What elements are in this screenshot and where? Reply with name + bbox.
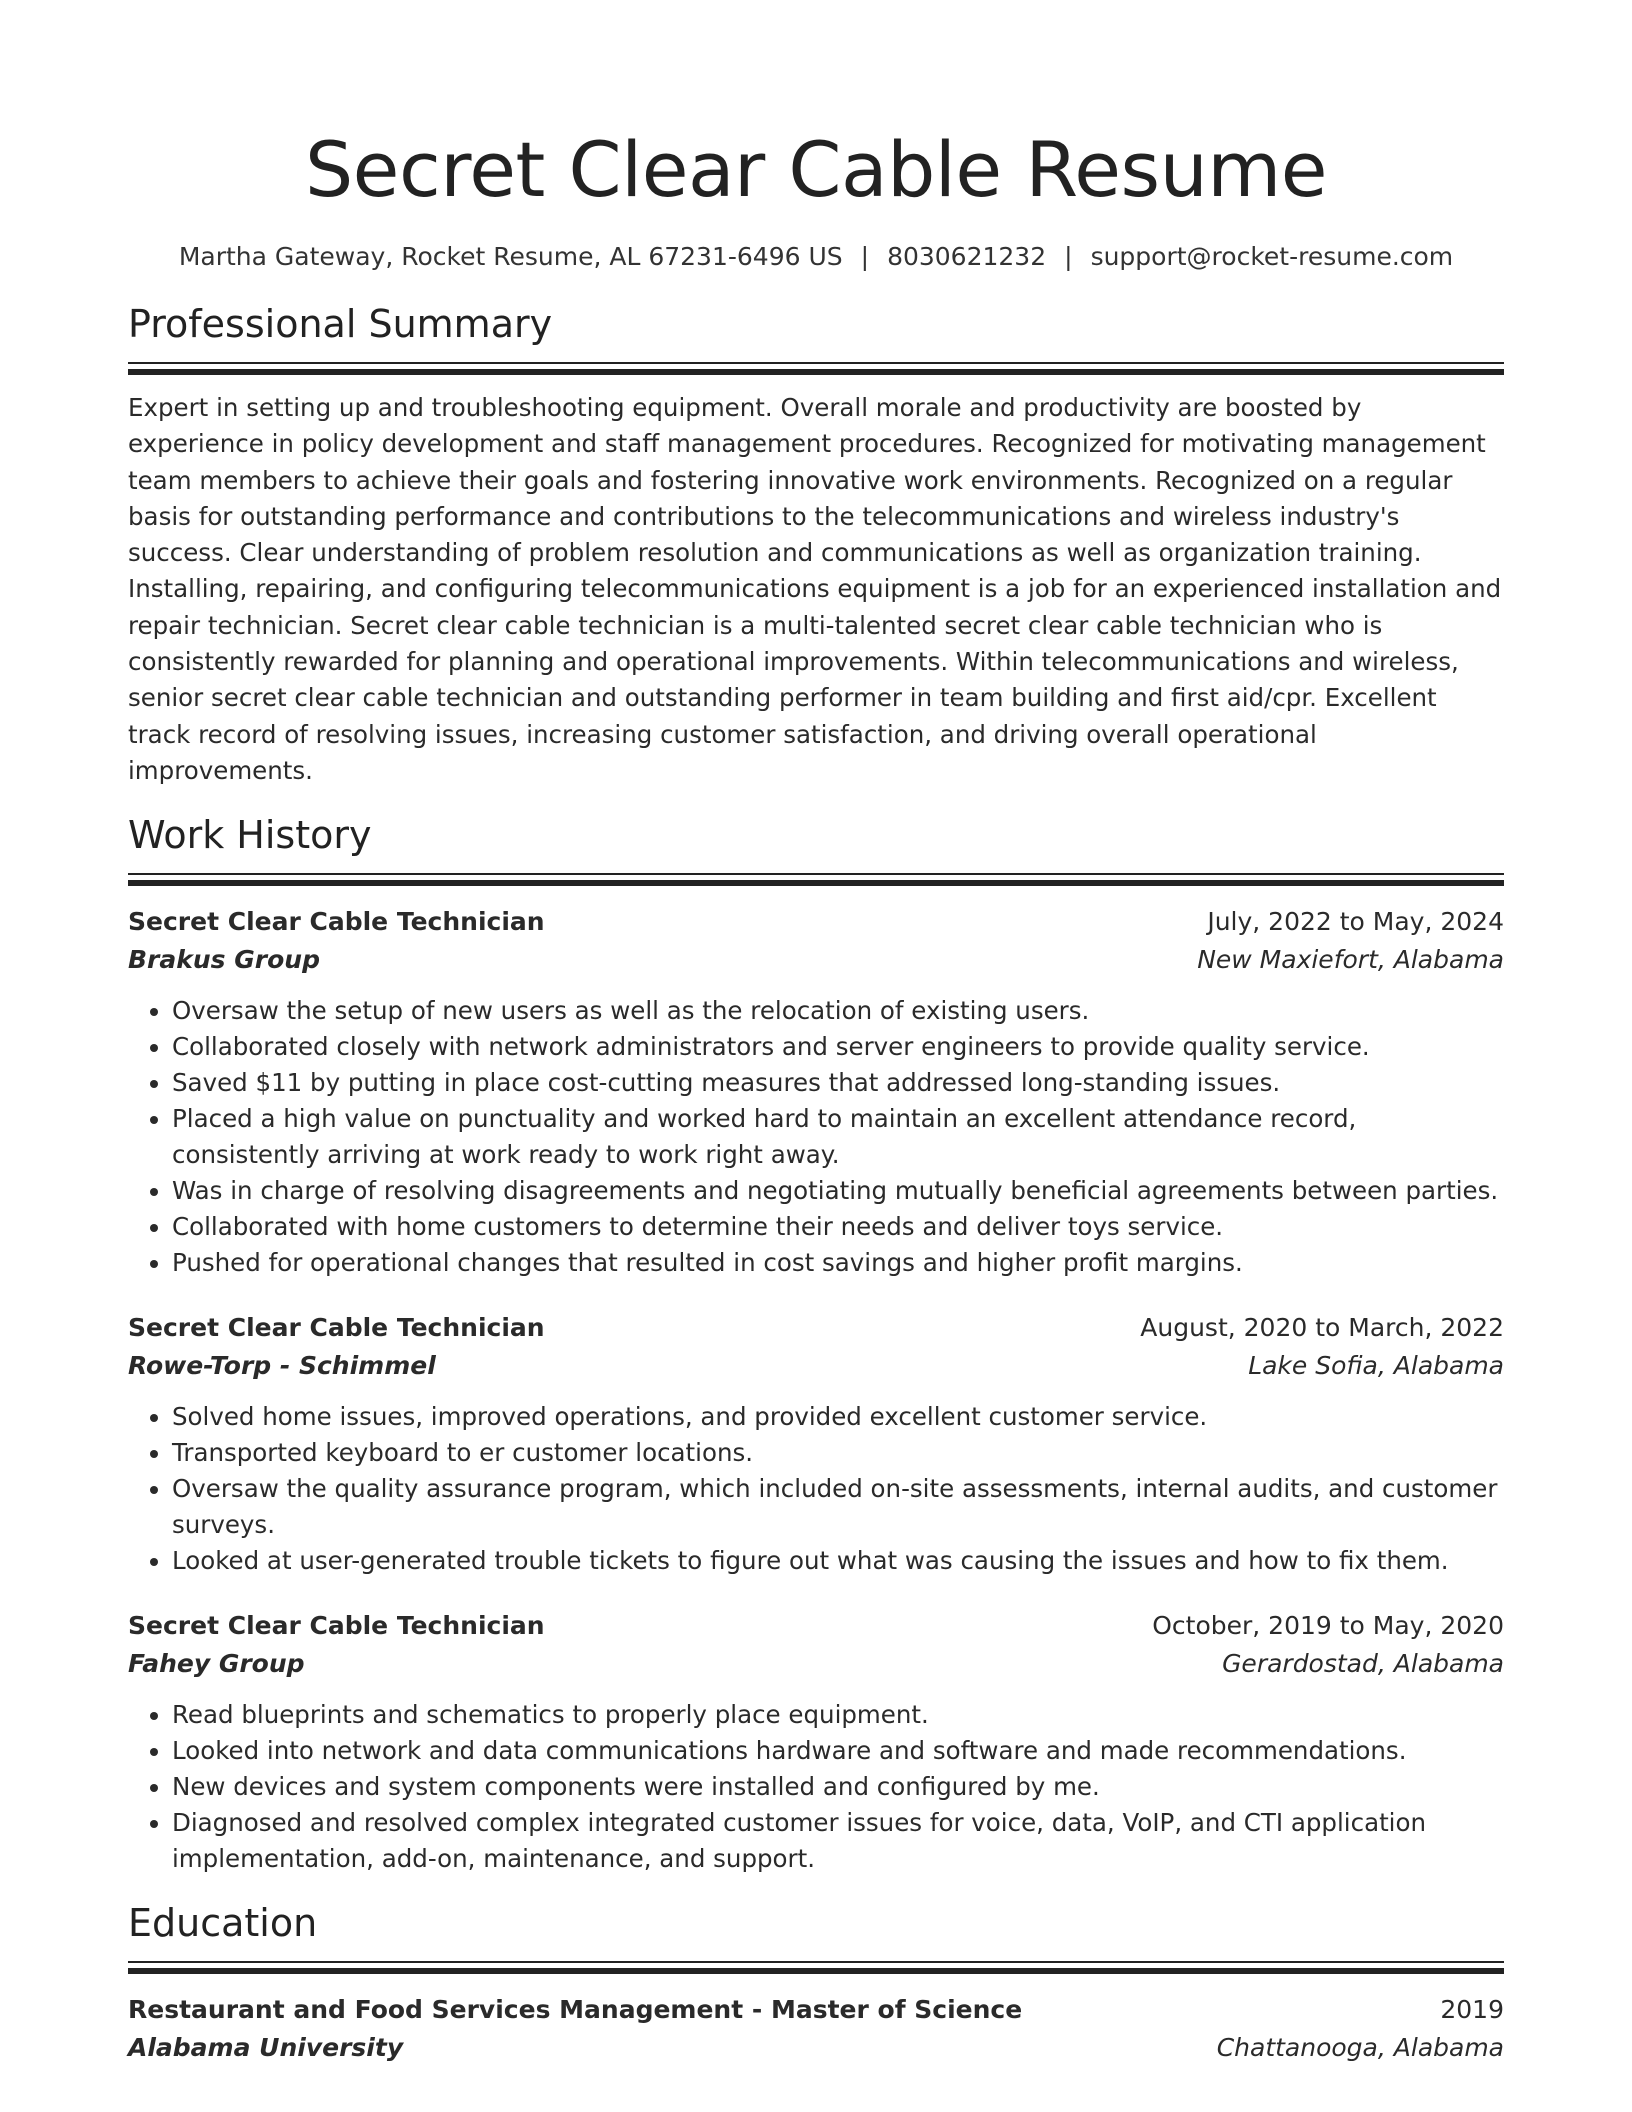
summary-section xyxy=(128,300,1504,789)
contact-email: support@rocket-resume.com xyxy=(1090,242,1454,271)
job-dates: August, 2020 to March, 2022 xyxy=(1140,1313,1504,1343)
education-year: 2019 xyxy=(1440,1995,1504,2025)
job-bullet: • Looked into network and data communications hardware and software and made recommendations. xyxy=(172,1733,1504,1769)
education-degree: Restaurant and Food Services Management - Master of Science xyxy=(128,1995,1023,2025)
job-location: Lake Sofia, Alabama xyxy=(1248,1351,1504,1381)
section-divider xyxy=(128,873,1504,887)
job-bullet: • Was in charge of resolving disagreements and negotiating mutually beneficial agreements between parties. xyxy=(172,1173,1504,1209)
section-heading-education: Education xyxy=(128,1901,318,1946)
job-title: Secret Clear Cable Technician xyxy=(128,1313,545,1343)
job-entry xyxy=(128,903,1504,1281)
job-bullet: • Oversaw the setup of new users as well as the relocation of existing users. xyxy=(172,993,1504,1029)
job-bullet: • Collaborated with home customers to determine their needs and deliver toys service. xyxy=(172,1209,1504,1245)
summary-text: Expert in setting up and troubleshooting equipment. Overall morale and productivity are boosted by experience in policy development and staff management procedures. Recognized for motivating management team members to achieve their goals and fostering innovative work environments. Recognized on a regular basis for outstanding performance and contributions to the telecommunications and wireless industry's success. Clear understanding of problem resolution and communications as well as organization training. Installing, repairing, and configuring telecommunications equipment is a job for an experienced installation and repair technician. Secret clear cable technician is a multi-talented secret clear cable technician who is consistently rewarded for planning and operational improvements. Within telecommunications and wireless, senior secret clear cable technician and outstanding performer in team building and first aid/cpr. Excellent track record of resolving issues, increasing customer satisfaction, and driving overall operational improvements. xyxy=(128,393,1502,785)
job-bullet-list xyxy=(128,1697,1504,1877)
education-section xyxy=(128,1899,1504,2067)
job-entry xyxy=(128,1607,1504,1877)
contact-address: Martha Gateway, Rocket Resume, AL 67231-6496 US xyxy=(178,242,843,271)
job-bullet-list xyxy=(128,993,1504,1281)
job-bullet: • Transported keyboard to er customer locations. xyxy=(172,1435,1504,1471)
job-bullet: • Diagnosed and resolved complex integrated customer issues for voice, data, VoIP, and CTI application implementation, add-on, maintenance, and support. xyxy=(172,1805,1504,1877)
section-divider xyxy=(128,362,1504,376)
education-school-row xyxy=(128,2029,1504,2067)
job-header-row xyxy=(128,1309,1504,1347)
contact-phone: 8030621232 xyxy=(887,242,1047,271)
section-heading-summary: Professional Summary xyxy=(128,302,553,346)
job-dates: October, 2019 to May, 2020 xyxy=(1152,1611,1504,1641)
work-section xyxy=(128,811,1504,1877)
job-bullet: • Saved $11 by putting in place cost-cutting measures that addressed long-standing issues. xyxy=(172,1065,1504,1101)
contact-line xyxy=(128,240,1504,274)
job-bullet: • Pushed for operational changes that resulted in cost savings and higher profit margins. xyxy=(172,1245,1504,1281)
contact-separator: | xyxy=(860,242,870,271)
job-location: New Maxiefort, Alabama xyxy=(1197,945,1504,975)
section-divider xyxy=(128,1961,1504,1975)
job-company-row xyxy=(128,1645,1504,1683)
job-company-row xyxy=(128,1347,1504,1385)
resume-title: Secret Clear Cable Resume xyxy=(304,125,1328,214)
job-title: Secret Clear Cable Technician xyxy=(128,907,545,937)
job-bullet: • Collaborated closely with network administrators and server engineers to provide quality service. xyxy=(172,1029,1504,1065)
job-entry xyxy=(128,1309,1504,1579)
job-bullet: • Read blueprints and schematics to properly place equipment. xyxy=(172,1697,1504,1733)
education-header-row xyxy=(128,1991,1504,2029)
contact-separator: | xyxy=(1064,242,1073,271)
job-bullet: • New devices and system components were installed and configured by me. xyxy=(172,1769,1504,1805)
job-bullet: • Looked at user-generated trouble tickets to figure out what was causing the issues and how to fix them. xyxy=(172,1543,1504,1579)
job-bullet-list xyxy=(128,1399,1504,1579)
job-company-row xyxy=(128,941,1504,979)
job-location: Gerardostad, Alabama xyxy=(1222,1649,1504,1679)
job-bullet: • Solved home issues, improved operations, and provided excellent customer service. xyxy=(172,1399,1504,1435)
job-header-row xyxy=(128,1607,1504,1645)
job-bullet: • Placed a high value on punctuality and worked hard to maintain an excellent attendance record, consistently arriving at work ready to work right away. xyxy=(172,1101,1504,1173)
job-header-row xyxy=(128,903,1504,941)
education-location: Chattanooga, Alabama xyxy=(1216,2033,1504,2063)
job-company: Rowe-Torp - Schimmel xyxy=(128,1351,436,1381)
section-heading-work: Work History xyxy=(128,813,372,858)
job-bullet: • Oversaw the quality assurance program, which included on-site assessments, internal audits, and customer surveys. xyxy=(172,1471,1504,1543)
education-school: Alabama University xyxy=(128,2033,404,2063)
education-entry xyxy=(128,1991,1504,2067)
job-dates: July, 2022 to May, 2024 xyxy=(1207,907,1504,937)
job-company: Fahey Group xyxy=(128,1649,305,1679)
job-title: Secret Clear Cable Technician xyxy=(128,1611,545,1641)
job-company: Brakus Group xyxy=(128,945,320,975)
